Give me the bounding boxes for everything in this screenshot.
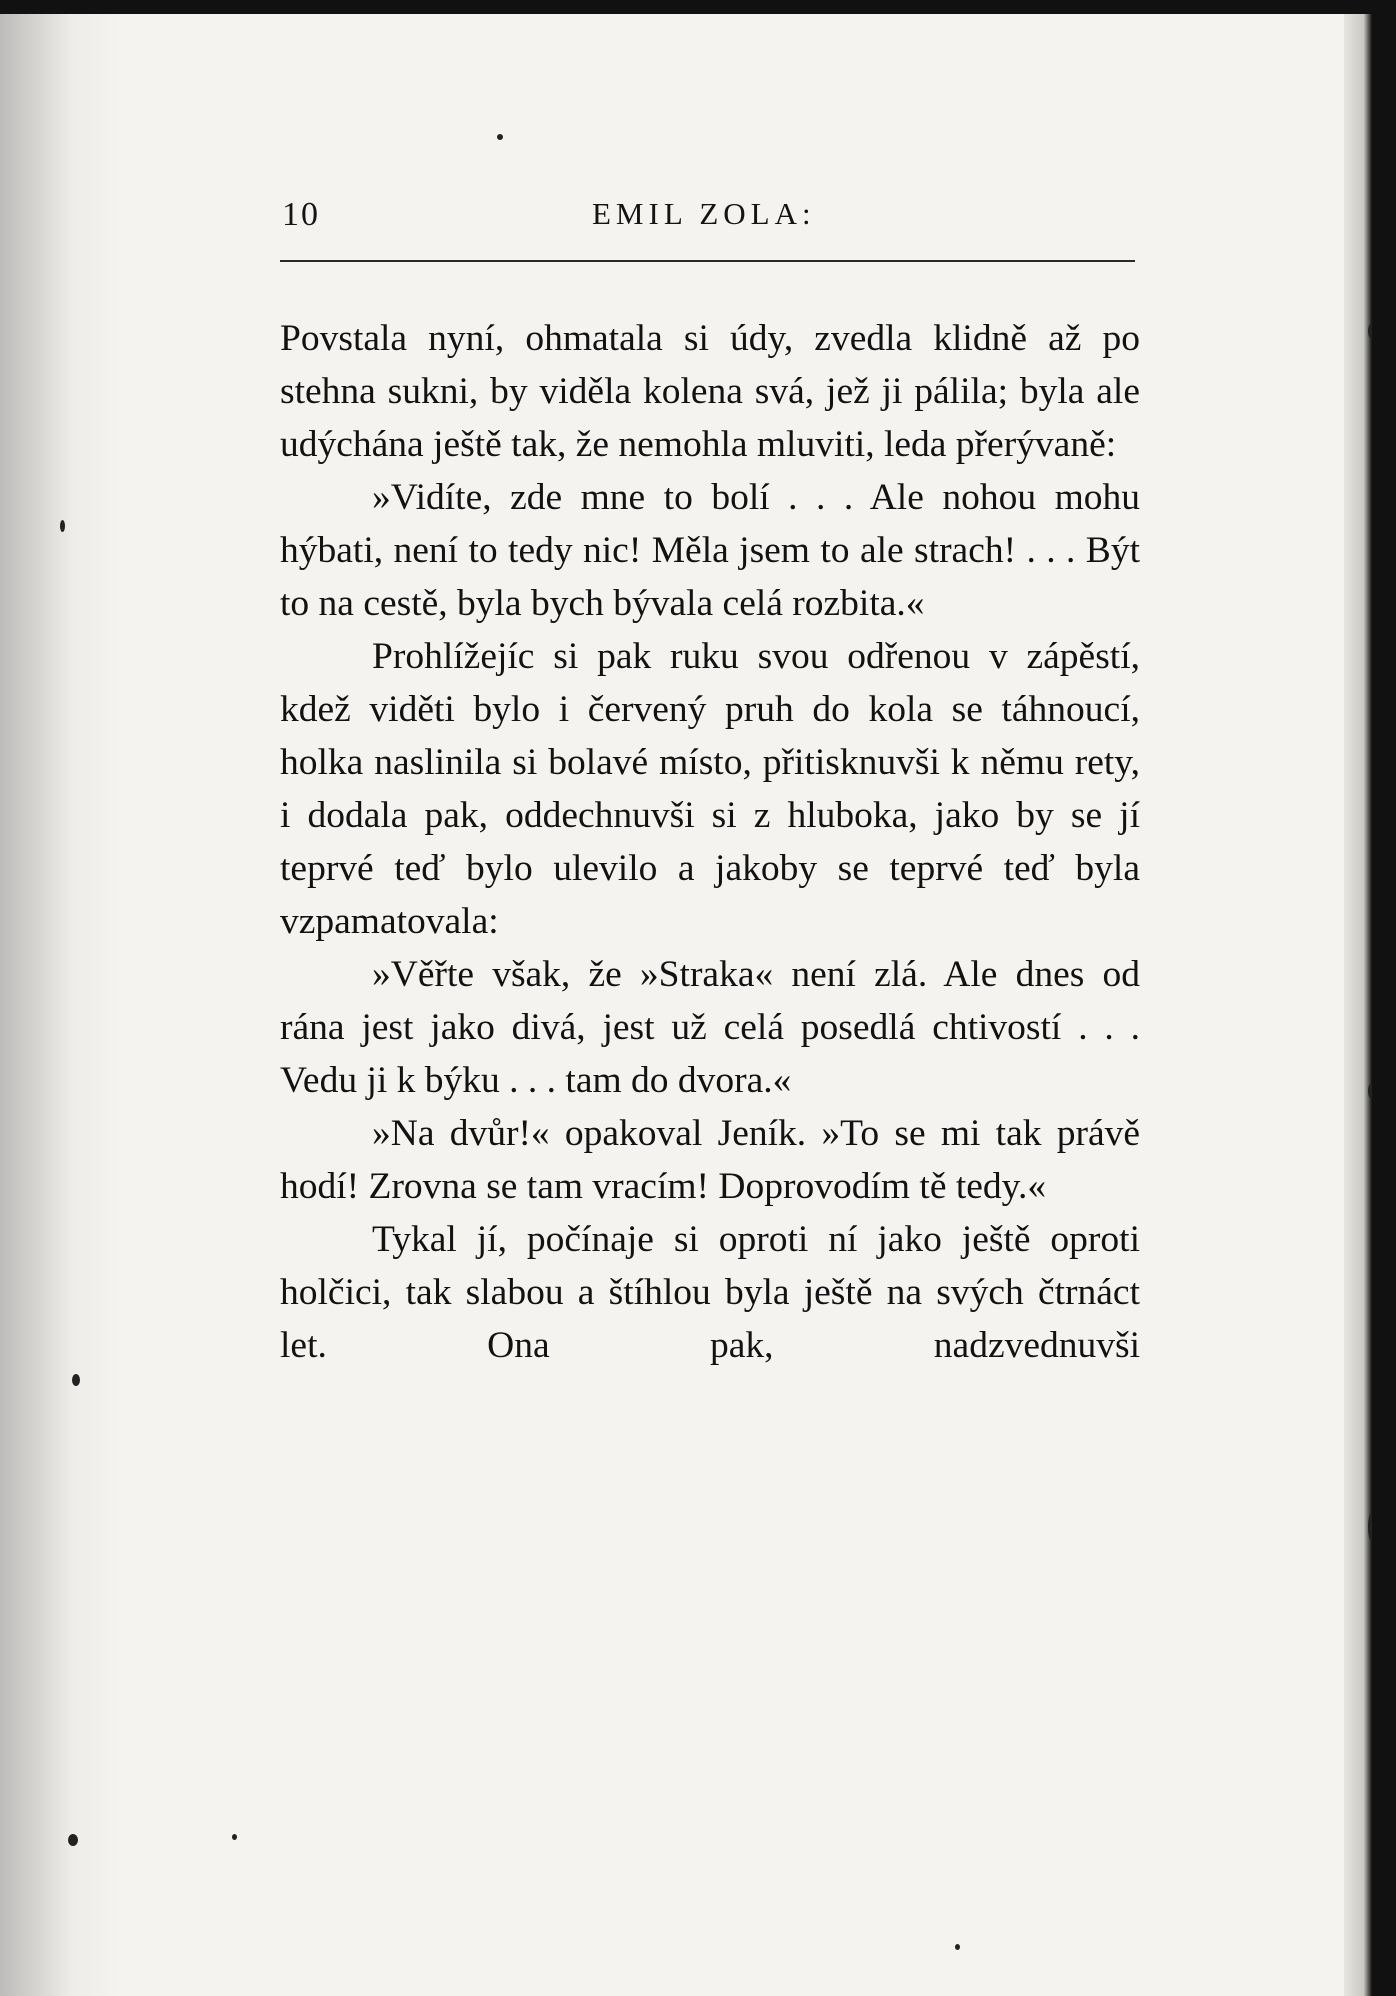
dust-speck: [955, 1944, 960, 1950]
dust-speck: [68, 1834, 78, 1846]
dust-speck: [232, 1834, 237, 1840]
paragraph: Prohlížejíc si pak ruku svou odřenou v zápěstí, kdež viděti bylo i červený pruh do kola se táhnoucí, holka naslinila si bolavé místo, přitisknuvši k němu rety, i dodala pak, oddechnuvši si z hluboka, jako by se jí teprvé teď bylo ulevilo a jakoby se teprvé teď byla vzpamatovala:: [280, 636, 1140, 942]
page-header: [282, 196, 1142, 246]
dust-speck: [72, 1374, 80, 1386]
paragraph: »Na dvůr!« opakoval Jeník. »To se mi tak právě hodí! Zrovna se tam vracím! Doprovodím tě tedy.«: [280, 1113, 1140, 1207]
page-number: 10: [282, 196, 320, 233]
paragraph: »Vidíte, zde mne to bolí . . . Ale nohou mohu hýbati, není to tedy nic! Měla jsem to ale strach! . . . Být to na cestě, byla bych bývala celá rozbita.«: [280, 477, 1140, 624]
page-edge-shadow: [1344, 14, 1372, 1996]
page-body: [280, 312, 1140, 1372]
paragraph: Tykal jí, počínaje si oproti ní jako ještě oproti holčici, tak slabou a štíhlou byla ještě na svých čtrnáct let. Ona pak, nadzvednuvši: [280, 1219, 1140, 1366]
dust-speck: [1368, 1084, 1372, 1098]
dust-speck: [60, 520, 65, 532]
book-page: [0, 14, 1372, 1996]
running-head: EMIL ZOLA:: [592, 196, 816, 231]
header-rule: [280, 260, 1135, 262]
paragraph: »Věřte však, že »Straka« není zlá. Ale dnes od rána jest jako divá, jest už celá posedlá chtivostí . . . Vedu ji k býku . . . tam do dvora.«: [280, 954, 1140, 1101]
paragraph: Povstala nyní, ohmatala si údy, zvedla klidně až po stehna sukni, by viděla kolena svá, jež ji pálila; byla ale udýchána ještě tak, že nemohla mluviti, leda přerývaně:: [280, 318, 1140, 465]
dust-speck: [497, 134, 503, 140]
dust-speck: [1368, 1514, 1372, 1540]
dust-speck: [1368, 324, 1372, 338]
